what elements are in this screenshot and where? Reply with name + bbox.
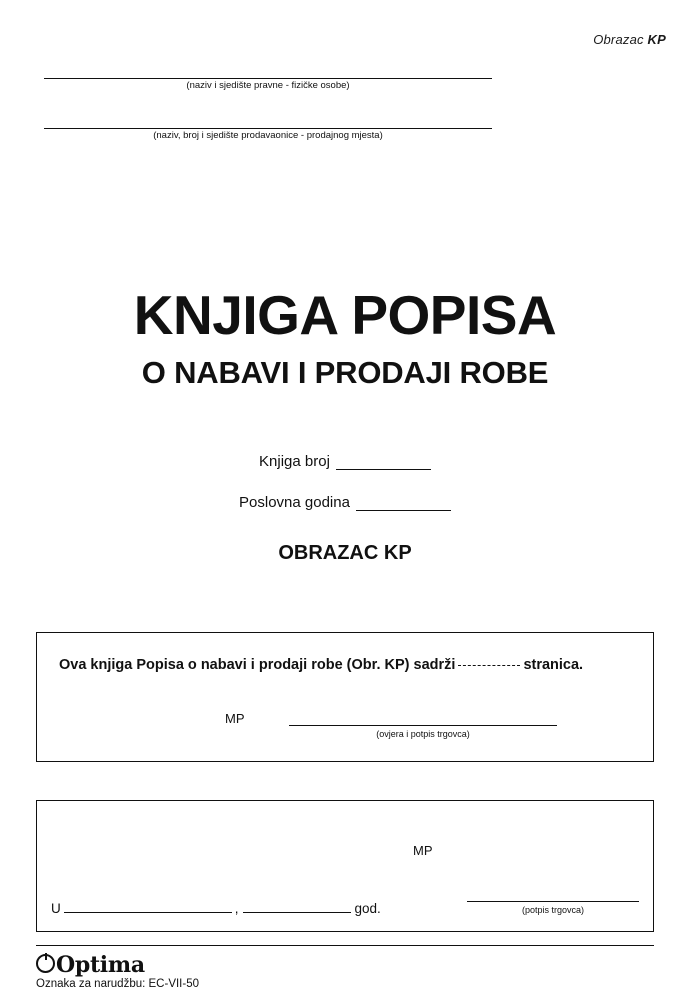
- footer-divider: [36, 945, 654, 946]
- mp-label-closing: MP: [413, 843, 433, 858]
- form-code: [593, 32, 666, 47]
- brand-logo: [36, 952, 145, 978]
- certification-signature-line[interactable]: [289, 725, 557, 726]
- book-number-label: Knjiga broj: [259, 453, 330, 470]
- form-code-value: KP: [647, 32, 666, 47]
- page-subtitle: O NABAVI I PRODAJI ROBE: [141, 355, 549, 390]
- obrazac-kp-heading: OBRAZAC KP: [278, 542, 412, 564]
- business-year-row: [0, 494, 690, 511]
- certification-text-after: stranica.: [523, 657, 584, 673]
- page-title: KNJIGA POPISA: [133, 284, 557, 346]
- order-code: Oznaka za narudžbu: EC-VII-50: [36, 978, 199, 990]
- business-year-label: Poslovna godina: [239, 494, 350, 511]
- store-name-caption: (naziv, broj i sjedište prodavaonice - prodajnog mjesta): [153, 130, 383, 141]
- closing-signature-line[interactable]: [467, 901, 639, 902]
- place-label: U: [51, 901, 61, 916]
- brand-name: Optima: [56, 952, 145, 978]
- year-suffix: god.: [354, 901, 381, 916]
- closing-box: [36, 800, 654, 932]
- entity-name-line: [44, 78, 492, 79]
- place-comma: ,: [234, 901, 239, 916]
- certification-text: [59, 657, 639, 673]
- book-number-row: [0, 453, 690, 470]
- certification-signature-caption: (ovjera i potpis trgovca): [376, 729, 470, 739]
- business-year-input[interactable]: [356, 496, 451, 511]
- book-number-input[interactable]: [336, 455, 431, 470]
- certification-box: [36, 632, 654, 762]
- store-name-line: [44, 128, 492, 129]
- place-date-row: [51, 899, 381, 916]
- mp-label-certification: MP: [225, 711, 245, 726]
- optima-mark-icon: [36, 954, 55, 973]
- pages-count-input[interactable]: [458, 665, 520, 666]
- year-input[interactable]: [243, 899, 351, 913]
- certification-text-before: Ova knjiga Popisa o nabavi i prodaji robe (Obr. KP) sadrži: [59, 657, 456, 673]
- form-code-prefix: Obrazac: [593, 32, 648, 47]
- entity-name-caption: (naziv i sjedište pravne - fizičke osobe): [186, 80, 350, 91]
- place-input[interactable]: [64, 899, 232, 913]
- closing-signature-caption: (potpis trgovca): [521, 905, 585, 915]
